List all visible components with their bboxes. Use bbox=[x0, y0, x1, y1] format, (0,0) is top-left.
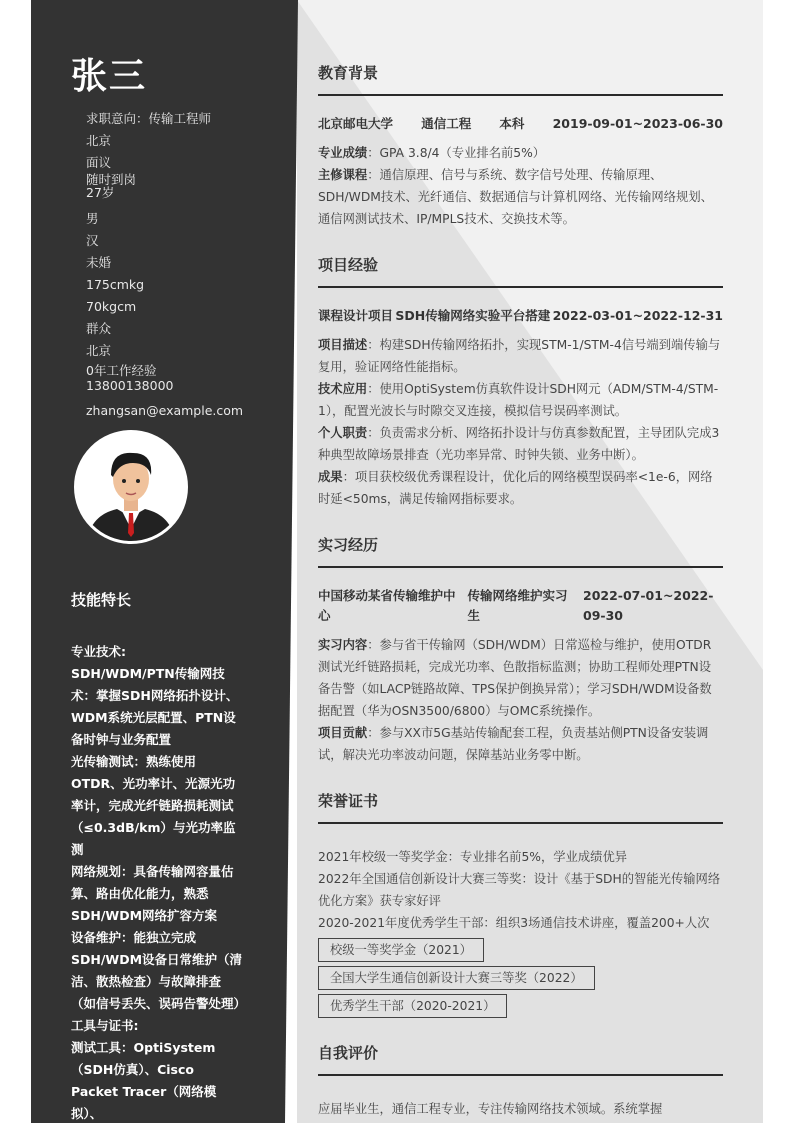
divider bbox=[318, 286, 723, 288]
info-item: 未婚 bbox=[86, 255, 112, 270]
education-section bbox=[318, 62, 723, 230]
major: 通信工程 bbox=[421, 116, 472, 131]
info-item: 70kgcm bbox=[86, 299, 137, 314]
project-item: 技术应用：使用OptiSystem仿真软件设计SDH网元（ADM/STM-4/STM-1），配置光波长与时隙交叉连接，模拟信号误码率测试。 bbox=[318, 382, 719, 418]
skills-line: 专业技术: bbox=[71, 644, 126, 659]
info-item: 随时到岗 bbox=[86, 172, 137, 187]
skills-line: 设备维护：能独立完成SDH/WDM设备日常维护（清洁、散热检查）与故障排查（如信号丢失、误码告警处理） bbox=[71, 930, 247, 1011]
avatar bbox=[74, 430, 188, 544]
info-email: zhangsan@example.com bbox=[86, 403, 244, 418]
period: 2022-07-01~2022-09-30 bbox=[583, 588, 714, 623]
project-type: 课程设计项目 bbox=[318, 308, 394, 323]
honor-badge: 优秀学生干部（2020-2021） bbox=[318, 994, 507, 1018]
project-name: SDH传输网络实验平台搭建 bbox=[395, 308, 551, 323]
section-title: 自我评价 bbox=[318, 1044, 379, 1062]
skills-line: 测试工具：OptiSystem（SDH仿真）、Cisco Packet Tracer（网络模拟）、 bbox=[71, 1040, 217, 1121]
info-phone: 13800138000 bbox=[86, 378, 174, 393]
info-item: 汉 bbox=[86, 233, 99, 248]
divider bbox=[318, 1074, 723, 1076]
honors-section bbox=[318, 790, 723, 1018]
internship-item: 实习内容：参与省干传输网（SDH/WDM）日常巡检与维护，使用OTDR测试光纤链路损耗，完成光功率、色散指标监测；协助工程师处理PTN设备告警（如LACP链路故障、TPS保护倒换异常）；学习SDH/WDM设备数据配置（华为OSN3500/6800）与OMC系统操作。 bbox=[318, 638, 712, 718]
divider bbox=[318, 94, 723, 96]
section-title: 项目经验 bbox=[318, 256, 379, 274]
info-item: 群众 bbox=[86, 321, 112, 336]
info-item: 27岁 bbox=[86, 185, 115, 200]
project-item: 个人职责：负责需求分析、网络拓扑设计与仿真参数配置，主导团队完成3种典型故障场景排查（光功率异常、时钟失锁、业务中断）。 bbox=[318, 426, 720, 462]
info-item: 面议 bbox=[86, 155, 112, 170]
project-item: 项目描述：构建SDH传输网络拓扑，实现STM-1/STM-4信号端到端传输与复用，验证网络性能指标。 bbox=[318, 338, 721, 374]
internship-section bbox=[318, 534, 723, 766]
info-item: 男 bbox=[86, 211, 99, 226]
projects-section bbox=[318, 254, 723, 510]
honor-line: 2022年全国通信创新设计大赛三等奖：设计《基于SDH的智能光传输网络优化方案》获专家好评 bbox=[318, 872, 721, 908]
avatar-portrait-icon bbox=[77, 433, 185, 541]
skills-line: 光传输测试：熟练使用OTDR、光功率计、光源光功率计，完成光纤链路损耗测试（≤0.3dB/km）与光功率监测 bbox=[71, 754, 236, 857]
divider bbox=[318, 566, 723, 568]
honor-badge: 校级一等奖学金（2021） bbox=[318, 938, 484, 962]
skills-line: SDH/WDM/PTN传输网技术：掌握SDH网络拓扑设计、WDM系统光层配置、PTN设备时钟与业务配置 bbox=[71, 666, 239, 747]
project-header bbox=[318, 306, 723, 326]
education-header bbox=[318, 114, 723, 134]
project-item: 成果：项目获校级优秀课程设计，优化后的网络模型误码率<1e-6，网络时延<50ms，满足传输网指标要求。 bbox=[318, 470, 713, 506]
main-content bbox=[318, 62, 723, 1144]
personal-info bbox=[86, 108, 243, 422]
self-evaluation-section bbox=[318, 1042, 723, 1120]
skills-line: 工具与证书: bbox=[71, 1018, 139, 1033]
section-title: 实习经历 bbox=[318, 536, 379, 554]
role: 传输网络维护实习生 bbox=[467, 588, 568, 623]
info-item: 175cmkg bbox=[86, 277, 145, 292]
company: 中国移动某省传输维护中心 bbox=[318, 588, 456, 623]
skills-title: 技能特长 bbox=[71, 591, 132, 609]
honor-line: 2021年校级一等奖学金：专业排名前5%，学业成绩优异 bbox=[318, 850, 628, 864]
gpa: 专业成绩：GPA 3.8/4（专业排名前5%） bbox=[318, 146, 546, 160]
honor-line: 2020-2021年度优秀学生干部：组织3场通信技术讲座，覆盖200+人次 bbox=[318, 916, 710, 930]
internship-item: 项目贡献：参与XX市5G基站传输配套工程，负责基站侧PTN设备安装调试，解决光功率波动问题，保障基站业务零中断。 bbox=[318, 726, 709, 762]
skills-list bbox=[71, 641, 247, 1125]
period: 2019-09-01~2023-06-30 bbox=[552, 116, 723, 131]
info-item: 北京 bbox=[86, 133, 112, 148]
section-title: 荣誉证书 bbox=[318, 792, 379, 810]
school: 北京邮电大学 bbox=[318, 116, 394, 131]
info-item: 北京 bbox=[86, 343, 112, 358]
info-item: 0年工作经验 bbox=[86, 363, 157, 378]
period: 2022-03-01~2022-12-31 bbox=[552, 308, 723, 323]
self-evaluation-text: 应届毕业生，通信工程专业，专注传输网络技术领域。系统掌握 bbox=[318, 1102, 663, 1116]
internship-header bbox=[318, 586, 723, 626]
degree: 本科 bbox=[499, 116, 525, 131]
info-item: 求职意向：传输工程师 bbox=[86, 111, 212, 126]
skills-line: 网络规划：具备传输网容量估算、路由优化能力，熟悉SDH/WDM网络扩容方案 bbox=[71, 864, 234, 923]
section-title: 教育背景 bbox=[318, 64, 379, 82]
courses: 主修课程：通信原理、信号与系统、数字信号处理、传输原理、SDH/WDM技术、光纤通信、数据通信与计算机网络、光传输网络规划、通信网测试技术、IP/MPLS技术、交换技术等。 bbox=[318, 168, 713, 226]
honor-badge: 全国大学生通信创新设计大赛三等奖（2022） bbox=[318, 966, 595, 990]
divider bbox=[318, 822, 723, 824]
candidate-name: 张三 bbox=[71, 56, 148, 97]
